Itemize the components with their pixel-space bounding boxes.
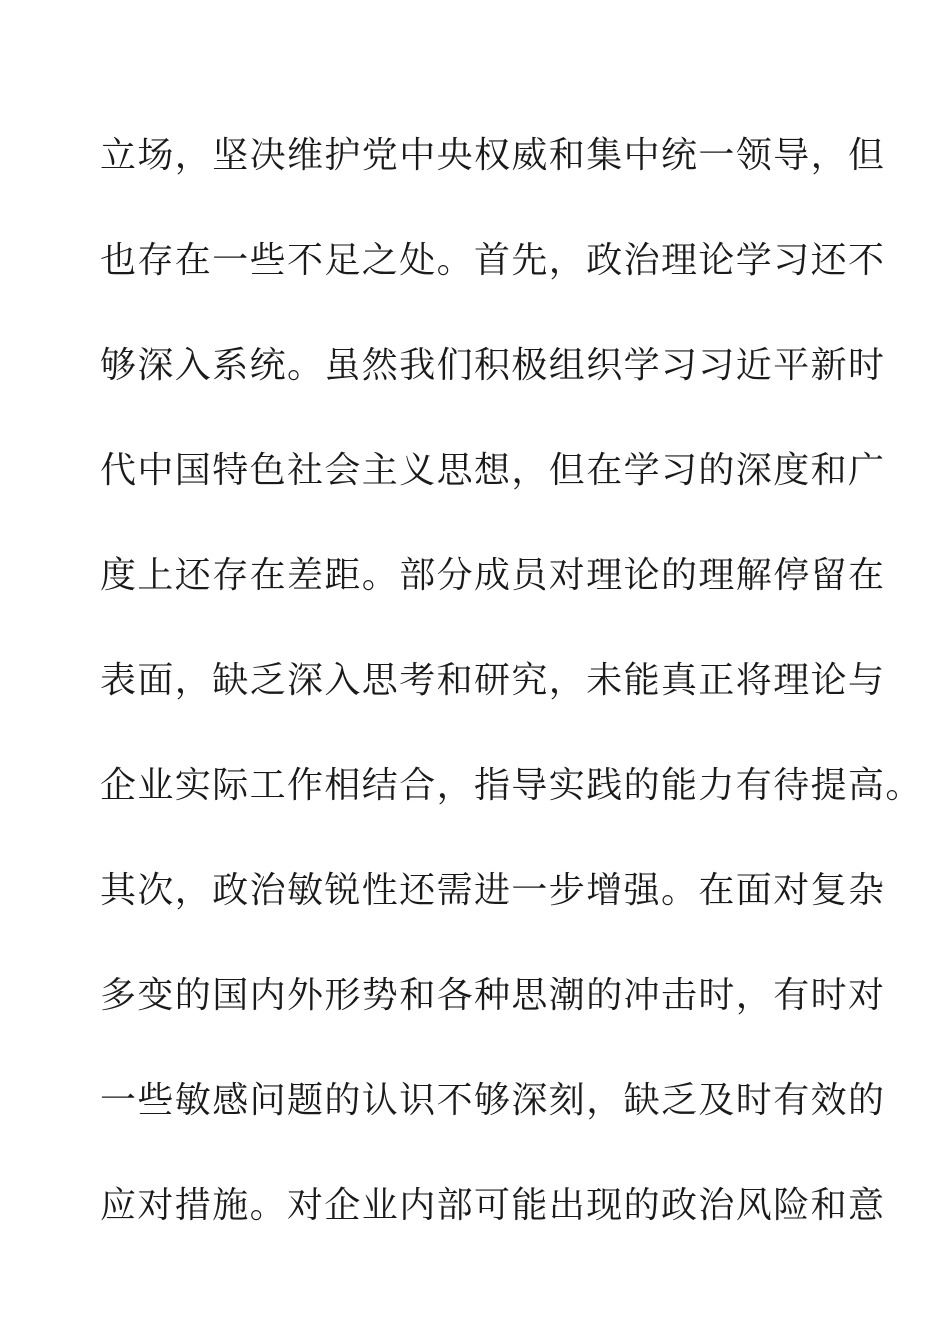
text-line: 企业实际工作相结合，指导实践的能力有待提高。 [100, 765, 923, 806]
text-line: 一些敏感问题的认识不够深刻，缺乏及时有效的 [100, 1080, 886, 1121]
text-line: 立场，坚决维护党中央权威和集中统一领导，但 [100, 135, 886, 176]
text-line: 够深入系统。虽然我们积极组织学习习近平新时 [100, 345, 886, 386]
text-line: 其次，政治敏锐性还需进一步增强。在面对复杂 [100, 870, 886, 911]
text-line: 表面，缺乏深入思考和研究，未能真正将理论与 [100, 660, 886, 701]
text-line: 多变的国内外形势和各种思潮的冲击时，有时对 [100, 975, 886, 1016]
body-text [100, 126, 923, 1281]
text-line: 应对措施。对企业内部可能出现的政治风险和意 [100, 1185, 886, 1226]
text-line: 度上还存在差距。部分成员对理论的理解停留在 [100, 555, 886, 596]
text-line: 也存在一些不足之处。首先，政治理论学习还不 [100, 240, 886, 281]
text-line: 代中国特色社会主义思想，但在学习的深度和广 [100, 450, 886, 491]
